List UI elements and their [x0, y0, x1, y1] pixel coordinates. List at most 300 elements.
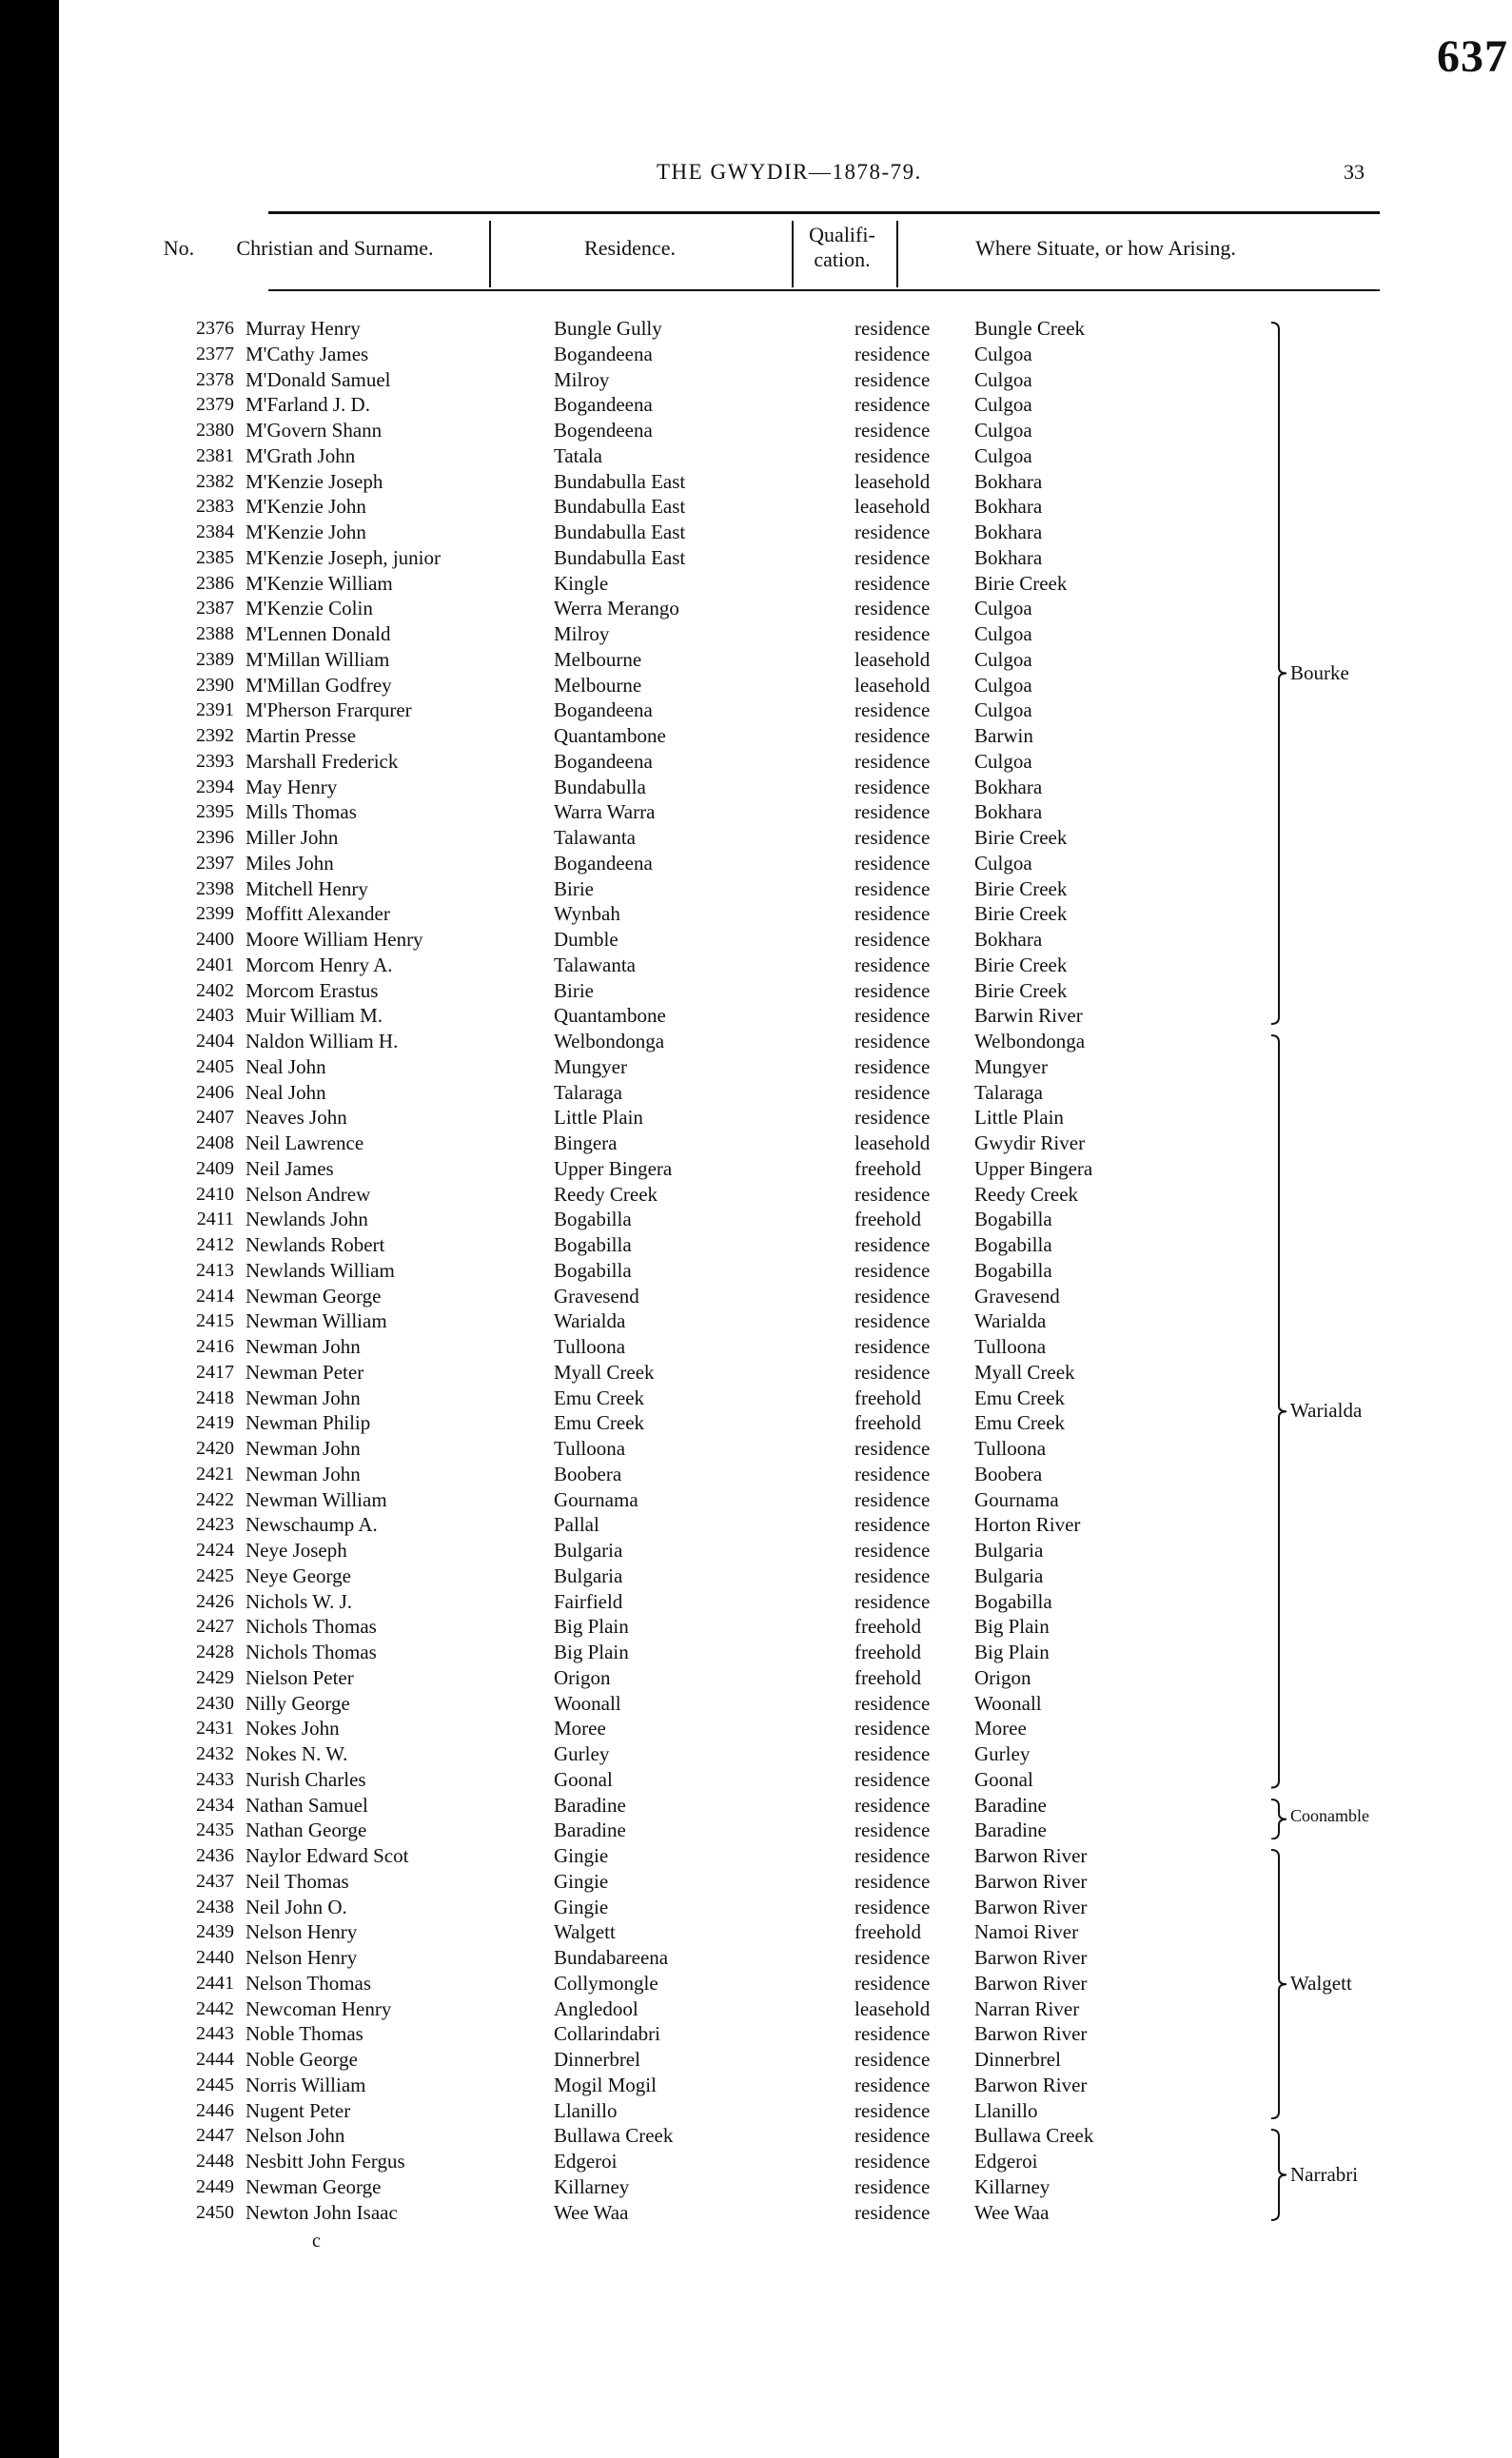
elector-name: M'Cathy James [245, 342, 369, 365]
table-row [179, 392, 1254, 418]
elector-name: Nelson Henry [245, 1920, 358, 1944]
where-situate: Barwon River [974, 1844, 1088, 1867]
where-situate: Bokhara [974, 775, 1043, 798]
qualification: residence [854, 1946, 931, 1969]
page-number: 33 [1344, 160, 1365, 184]
residence: Bingera [554, 1131, 618, 1154]
entry-number: 2379 [196, 394, 234, 416]
where-situate: Boobera [974, 1462, 1043, 1485]
entry-number: 2419 [196, 1412, 234, 1434]
qualification: freehold [854, 1156, 921, 1180]
residence: Gravesend [554, 1284, 639, 1308]
elector-name: Nielson Peter [245, 1665, 354, 1689]
entry-number: 2437 [196, 1870, 234, 1892]
elector-name: Morcom Henry A. [245, 953, 393, 976]
where-situate: Upper Bingera [974, 1156, 1093, 1180]
where-situate: Culgoa [974, 597, 1032, 620]
qualification: residence [854, 978, 931, 1002]
elector-name: Newman George [245, 2174, 382, 2198]
column-header-residence: Residence. [584, 236, 676, 260]
table-row [179, 2149, 1254, 2174]
residence: Bungle Gully [554, 317, 662, 340]
residence: Collarindabri [554, 2022, 660, 2046]
district-bracket [1269, 322, 1290, 1025]
residence: Collymongle [554, 1971, 658, 1995]
where-situate: Llanillo [974, 2098, 1038, 2122]
entry-number: 2399 [196, 903, 234, 925]
qualification: residence [854, 1004, 931, 1028]
elector-name: M'Farland J. D. [245, 393, 370, 417]
table-row [179, 1360, 1254, 1386]
entry-number: 2377 [196, 343, 234, 364]
qualification: residence [854, 1819, 931, 1842]
district-label: Coonamble [1290, 1806, 1369, 1826]
residence: Bulgaria [554, 1539, 623, 1562]
table-row [179, 799, 1254, 825]
table-row [179, 647, 1254, 673]
entry-number: 2407 [196, 1107, 234, 1129]
entry-number: 2413 [196, 1259, 234, 1281]
elector-name: Neil James [245, 1156, 334, 1180]
qualification: residence [854, 1539, 931, 1562]
residence: Llanillo [554, 2098, 618, 2122]
elector-name: Nelson Thomas [245, 1971, 372, 1995]
table-row [179, 1895, 1254, 1920]
table-row [179, 1054, 1254, 1080]
residence: Big Plain [554, 1615, 629, 1639]
residence: Talaraga [554, 1080, 622, 1104]
qualification: residence [854, 1284, 931, 1308]
qualification: residence [854, 1106, 931, 1130]
header-rule-bottom [268, 289, 1380, 291]
residence: Emu Creek [554, 1386, 645, 1409]
entry-number: 2422 [196, 1488, 234, 1510]
residence: Wynbah [554, 902, 620, 926]
residence: Fairfield [554, 1589, 623, 1613]
elector-name: Neil Thomas [245, 1869, 349, 1893]
header-rule-top [268, 211, 1380, 214]
where-situate: Little Plain [974, 1106, 1064, 1130]
table-row [179, 1386, 1254, 1411]
qualification: freehold [854, 1208, 921, 1231]
entry-number: 2446 [196, 2099, 234, 2121]
elector-name: M'Kenzie Joseph [245, 469, 383, 493]
residence: Emu Creek [554, 1411, 645, 1435]
qualification: residence [854, 1844, 931, 1867]
table-row [179, 1945, 1254, 1971]
where-situate: Bogabilla [974, 1589, 1052, 1613]
qualification: leasehold [854, 469, 931, 493]
table-row [179, 545, 1254, 571]
qualification: residence [854, 2174, 931, 2198]
qualification: freehold [854, 1615, 921, 1639]
district-label: Warialda [1290, 1399, 1363, 1423]
residence: Bundabulla [554, 775, 646, 798]
entry-number: 2431 [196, 1718, 234, 1740]
where-situate: Edgeroi [974, 2150, 1038, 2173]
residence: Goonal [554, 1767, 613, 1791]
elector-name: Newman John [245, 1462, 361, 1485]
table-row [179, 1691, 1254, 1717]
residence: Gurley [554, 1742, 610, 1765]
table-row [179, 901, 1254, 927]
residence: Boobera [554, 1462, 622, 1485]
elector-name: M'Kenzie John [245, 521, 366, 543]
entry-number: 2448 [196, 2151, 234, 2172]
table-row [179, 1029, 1254, 1054]
qualification: residence [854, 367, 931, 391]
where-situate: Tulloona [974, 1335, 1047, 1358]
table-row [179, 1003, 1254, 1029]
entry-number: 2424 [196, 1540, 234, 1561]
where-situate: Barwon River [974, 1946, 1088, 1969]
qualification: residence [854, 902, 931, 926]
entry-number: 2388 [196, 623, 234, 644]
qualification: residence [854, 342, 931, 365]
elector-name: Marshall Frederick [245, 749, 399, 773]
qualification: residence [854, 1589, 931, 1613]
where-situate: Barwon River [974, 1971, 1088, 1995]
table-row [179, 775, 1254, 800]
qualification: residence [854, 1563, 931, 1587]
entry-number: 2404 [196, 1031, 234, 1052]
table-row [179, 316, 1254, 342]
residence: Quantambone [554, 724, 666, 747]
entry-number: 2430 [196, 1692, 234, 1714]
entry-number: 2436 [196, 1845, 234, 1866]
qualification: leasehold [854, 1131, 931, 1154]
where-situate: Warialda [974, 1309, 1047, 1333]
entry-number: 2402 [196, 979, 234, 1001]
entry-number: 2412 [196, 1234, 234, 1255]
qualification: residence [854, 1080, 931, 1104]
elector-name: M'Pherson Frarqurer [245, 698, 412, 722]
residence: Bulgaria [554, 1563, 623, 1587]
column-header-qualification: Qualifi-cation. [809, 223, 875, 271]
where-situate: Barwin River [974, 1004, 1083, 1028]
district-label: Bourke [1290, 660, 1349, 684]
entry-number: 2440 [196, 1947, 234, 1968]
table-row [179, 1741, 1254, 1767]
entry-number: 2401 [196, 954, 234, 975]
elector-name: Nelson Henry [245, 1946, 358, 1969]
district-label: Walgett [1290, 1972, 1352, 1996]
column-divider [792, 221, 794, 287]
qualification: residence [854, 1258, 931, 1282]
elector-name: Moore William Henry [245, 928, 423, 951]
where-situate: Welbondonga [974, 1030, 1086, 1052]
qualification: residence [854, 1717, 931, 1740]
elector-name: Noble Thomas [245, 2022, 363, 2046]
table-row [179, 2174, 1254, 2200]
residence: Pallal [554, 1513, 599, 1537]
residence: Bundabulla East [554, 545, 686, 569]
residence: Quantambone [554, 1004, 666, 1028]
elector-name: Nathan Samuel [245, 1793, 368, 1817]
table-row [179, 1640, 1254, 1665]
where-situate: Bogabilla [974, 1233, 1052, 1256]
residence: Bogabilla [554, 1208, 632, 1231]
qualification: freehold [854, 1411, 921, 1435]
elector-name: Newton John Isaac [245, 2200, 398, 2224]
where-situate: Birie Creek [974, 978, 1068, 1002]
qualification: residence [854, 443, 931, 467]
signature-mark: c [312, 2231, 321, 2252]
elector-name: Neil John O. [245, 1895, 347, 1918]
where-situate: Culgoa [974, 342, 1032, 365]
entry-number: 2397 [196, 852, 234, 874]
residence: Gournama [554, 1487, 638, 1511]
residence: Big Plain [554, 1641, 629, 1663]
table-row [179, 2098, 1254, 2124]
entry-number: 2383 [196, 496, 234, 518]
entry-number: 2382 [196, 470, 234, 492]
residence: Edgeroi [554, 2150, 618, 2173]
table-row [179, 1410, 1254, 1436]
entry-number: 2410 [196, 1183, 234, 1205]
entry-number: 2444 [196, 2049, 234, 2070]
elector-name: Noble George [245, 2048, 358, 2071]
table-row [179, 1334, 1254, 1360]
table-row [179, 1156, 1254, 1182]
elector-name: Nokes John [245, 1717, 340, 1740]
elector-name: Newman John [245, 1386, 361, 1409]
table-row [179, 1589, 1254, 1615]
residence: Killarney [554, 2174, 630, 2198]
elector-name: Newman Philip [245, 1411, 371, 1435]
elector-name: Newman William [245, 1309, 387, 1333]
residence: Dinnerbrel [554, 2048, 640, 2071]
elector-name: Nugent Peter [245, 2098, 351, 2122]
entry-number: 2423 [196, 1514, 234, 1536]
qualification: residence [854, 698, 931, 722]
entry-number: 2391 [196, 699, 234, 721]
where-situate: Big Plain [974, 1641, 1050, 1663]
table-row [179, 1919, 1254, 1945]
qualification: leasehold [854, 1996, 931, 2020]
residence: Birie [554, 978, 594, 1002]
entry-number: 2387 [196, 598, 234, 619]
elector-name: Norris William [245, 2073, 366, 2096]
table-row [179, 1818, 1254, 1843]
entry-number: 2449 [196, 2175, 234, 2197]
table-row [179, 2200, 1254, 2226]
residence: Tatala [554, 443, 602, 467]
entry-number: 2426 [196, 1590, 234, 1612]
where-situate: Talaraga [974, 1080, 1043, 1104]
table-row [179, 1182, 1254, 1208]
qualification: residence [854, 1360, 931, 1384]
where-situate: Culgoa [974, 367, 1032, 391]
entry-number: 2417 [196, 1361, 234, 1383]
elector-name: Nokes N. W. [245, 1742, 348, 1765]
qualification: residence [854, 1487, 931, 1511]
qualification: residence [854, 775, 931, 798]
elector-name: Nichols Thomas [245, 1615, 377, 1639]
table-row [179, 723, 1254, 749]
residence: Werra Merango [554, 597, 679, 620]
elector-name: Miles John [245, 851, 334, 875]
residence: Upper Bingera [554, 1156, 673, 1180]
elector-name: Naylor Edward Scot [245, 1844, 409, 1867]
elector-name: Murray Henry [245, 317, 361, 340]
entry-number: 2415 [196, 1310, 234, 1332]
qualification: residence [854, 876, 931, 900]
elector-name: Mitchell Henry [245, 876, 368, 900]
where-situate: Emu Creek [974, 1411, 1066, 1435]
where-situate: Bokhara [974, 521, 1043, 543]
qualification: leasehold [854, 495, 931, 519]
residence: Mogil Mogil [554, 2073, 657, 2096]
elector-name: Neal John [245, 1054, 326, 1078]
where-situate: Gurley [974, 1742, 1031, 1765]
where-situate: Horton River [974, 1513, 1081, 1537]
qualification: leasehold [854, 673, 931, 697]
entry-number: 2403 [196, 1005, 234, 1027]
qualification: residence [854, 851, 931, 875]
elector-name: M'Donald Samuel [245, 367, 391, 391]
elector-name: Morcom Erastus [245, 978, 379, 1002]
column-header-name: Christian and Surname. [236, 236, 434, 260]
entry-number: 2393 [196, 750, 234, 772]
elector-name: Nilly George [245, 1691, 350, 1715]
qualification: residence [854, 1767, 931, 1791]
where-situate: Birie Creek [974, 902, 1068, 926]
elector-name: Neye Joseph [245, 1539, 347, 1562]
qualification: residence [854, 2048, 931, 2071]
residence: Bundabulla East [554, 521, 686, 543]
table-row [179, 1131, 1254, 1156]
table-row [179, 876, 1254, 902]
residence: Bogendeena [554, 419, 653, 442]
elector-name: Mills Thomas [245, 800, 357, 824]
qualification: residence [854, 1309, 931, 1333]
residence: Tulloona [554, 1437, 626, 1460]
table-row [179, 1284, 1254, 1309]
entry-number: 2380 [196, 420, 234, 441]
qualification: residence [854, 419, 931, 442]
qualification: residence [854, 953, 931, 976]
table-row [179, 1207, 1254, 1232]
elector-name: Nelson Andrew [245, 1182, 371, 1206]
table-row [179, 443, 1254, 469]
entry-number: 2408 [196, 1132, 234, 1153]
table-row [179, 1487, 1254, 1513]
elector-name: Nichols Thomas [245, 1641, 377, 1663]
residence: Bogabilla [554, 1258, 632, 1282]
table-row [179, 2073, 1254, 2098]
elector-name: Newlands John [245, 1208, 368, 1231]
qualification: residence [854, 597, 931, 620]
entry-number: 2441 [196, 1972, 234, 1994]
district-bracket [1269, 1849, 1290, 2119]
elector-name: M'Govern Shann [245, 419, 383, 442]
elector-name: Newman Peter [245, 1360, 364, 1384]
residence: Bogabilla [554, 1233, 632, 1256]
residence: Baradine [554, 1819, 626, 1842]
qualification: residence [854, 1233, 931, 1256]
residence: Gingie [554, 1844, 609, 1867]
residence: Gingie [554, 1869, 609, 1893]
where-situate: Barwon River [974, 2073, 1088, 2096]
elector-name: Naldon William H. [245, 1030, 399, 1052]
entry-number: 2400 [196, 929, 234, 950]
entry-number: 2429 [196, 1666, 234, 1688]
elector-name: Miller John [245, 826, 339, 849]
where-situate: Birie Creek [974, 953, 1068, 976]
residence: Little Plain [554, 1106, 643, 1130]
elector-name: Nurish Charles [245, 1767, 366, 1791]
elector-name: Moffitt Alexander [245, 902, 390, 926]
table-row [179, 1614, 1254, 1640]
table-row [179, 1665, 1254, 1691]
elector-name: Nichols W. J. [245, 1589, 353, 1613]
column-divider [896, 221, 898, 287]
entry-number: 2378 [196, 368, 234, 390]
table-row [179, 2047, 1254, 2073]
where-situate: Bogabilla [974, 1208, 1052, 1231]
column-header-no: No. [163, 236, 195, 260]
where-situate: Gournama [974, 1487, 1059, 1511]
entry-number: 2411 [196, 1209, 234, 1230]
residence: Tulloona [554, 1335, 626, 1358]
entry-number: 2438 [196, 1896, 234, 1917]
qualification: residence [854, 1691, 931, 1715]
table-row [179, 1716, 1254, 1741]
residence: Milroy [554, 367, 610, 391]
page-number-stamp: 637 [1437, 31, 1508, 82]
qualification: residence [854, 2073, 931, 2096]
elector-name: Nelson John [245, 2124, 345, 2148]
entry-number: 2398 [196, 877, 234, 899]
electors-list [179, 316, 1254, 2225]
residence: Bundabulla East [554, 469, 686, 493]
elector-name: Neye George [245, 1563, 351, 1587]
entry-number: 2442 [196, 1997, 234, 2019]
entry-number: 2390 [196, 674, 234, 696]
where-situate: Baradine [974, 1819, 1047, 1842]
entry-number: 2394 [196, 776, 234, 797]
where-situate: Bulgaria [974, 1563, 1044, 1587]
table-row [179, 749, 1254, 775]
running-title: THE GWYDIR—1878-79. [657, 160, 922, 184]
qualification: residence [854, 2200, 931, 2224]
district-bracket [1269, 1799, 1290, 1840]
table-row [179, 494, 1254, 520]
qualification: residence [854, 1054, 931, 1078]
where-situate: Origon [974, 1665, 1031, 1689]
entry-number: 2381 [196, 444, 234, 466]
where-situate: Barwon River [974, 1869, 1088, 1893]
district-label: Narrabri [1290, 2162, 1359, 2186]
table-row [179, 418, 1254, 443]
where-situate: Birie Creek [974, 826, 1068, 849]
entry-number: 2395 [196, 801, 234, 823]
entry-number: 2385 [196, 546, 234, 568]
table-row [179, 1232, 1254, 1258]
table-row [179, 571, 1254, 597]
table-row [179, 2123, 1254, 2149]
elector-name: Nesbitt John Fergus [245, 2150, 405, 2173]
column-divider [489, 221, 491, 287]
elector-name: Newschaump A. [245, 1513, 378, 1537]
elector-name: M'Kenzie Joseph, junior [245, 545, 441, 569]
entry-number: 2447 [196, 2125, 234, 2147]
entry-number: 2420 [196, 1438, 234, 1459]
elector-name: Neaves John [245, 1106, 347, 1130]
table-row [179, 1767, 1254, 1793]
where-situate: Gravesend [974, 1284, 1060, 1308]
